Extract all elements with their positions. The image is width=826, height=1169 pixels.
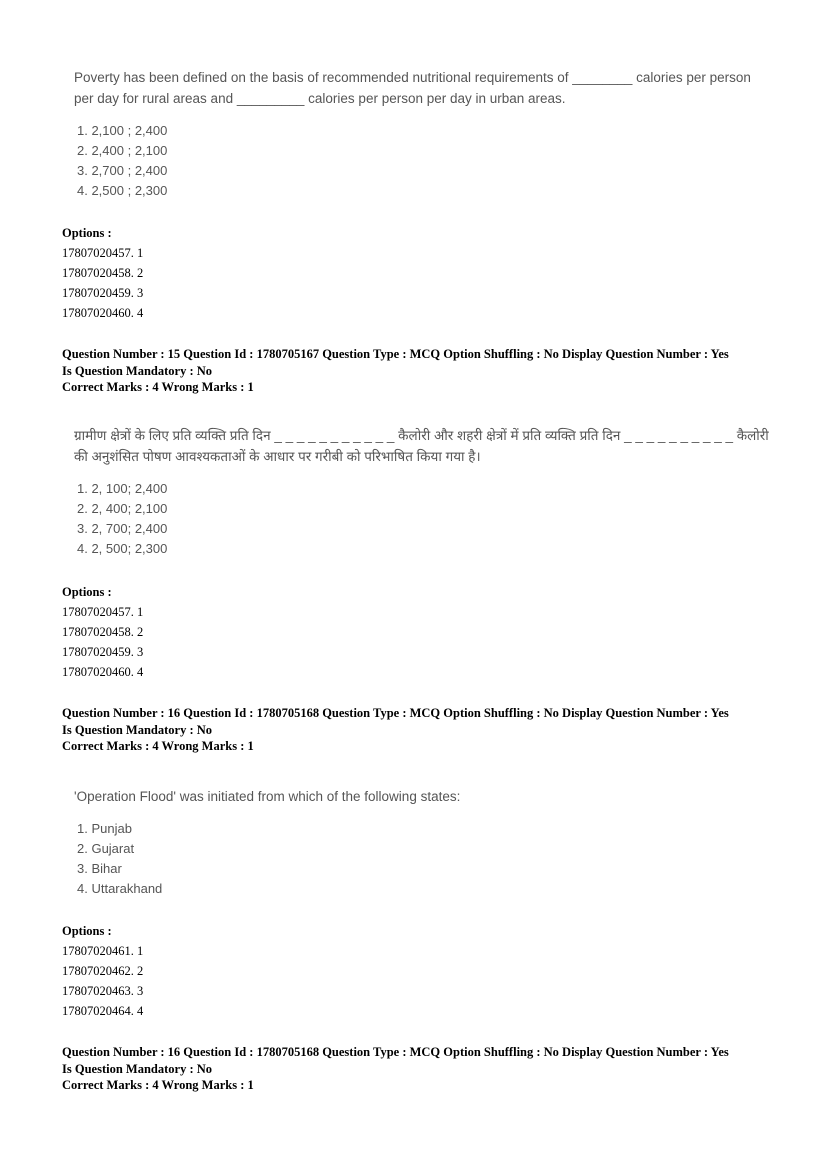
option-row: 17807020462. 2: [62, 964, 144, 978]
choice-item: 1. 2,100 ; 2,400: [77, 123, 168, 138]
choice-item: 2. Gujarat: [77, 841, 135, 856]
choice-item: 4. 2, 500; 2,300: [77, 541, 168, 556]
question-text: ग्रामीण क्षेत्रों के लिए प्रति व्यक्ति प्रति दिन _ _ _ _ _ _ _ _ _ _ _ कैलोरी और शहरी क्षेत्रों में प्रति व्यक्ति प्रति दिन _ _ _ _ _ _ _ _ _ _ कैलोरी की अनुशंसित पोषण आवश्यकताओं के आधार पर गरीबी को परिभाषित किया गया है।: [74, 428, 769, 464]
meta-line: Question Number : 15 Question Id : 1780705167 Question Type : MCQ Option Shuffling : No Display Question Number : Yes: [62, 347, 729, 361]
question-16-image: [74, 786, 774, 899]
question-text: Poverty has been defined on the basis of recommended nutritional requirements of ________ calories per person per day for rural areas and _________ calories per person per day in urban areas.: [74, 70, 751, 106]
choice-item: 3. 2, 700; 2,400: [77, 521, 168, 536]
choice-item: 3. 2,700 ; 2,400: [77, 163, 168, 178]
option-row: 17807020458. 2: [62, 266, 144, 280]
options-label: Options :: [62, 585, 112, 599]
question-16-meta: [62, 705, 782, 755]
options-block-14: [62, 223, 143, 323]
choice-item: 4. 2,500 ; 2,300: [77, 183, 168, 198]
option-row: 17807020460. 4: [62, 306, 144, 320]
options-block-16: [62, 921, 143, 1021]
meta-line: Is Question Mandatory : No: [62, 363, 213, 378]
option-row: 17807020459. 3: [62, 286, 144, 300]
option-row: 17807020458. 2: [62, 625, 144, 639]
question-15-image: [74, 425, 774, 559]
question-text: 'Operation Flood' was initiated from which of the following states:: [74, 789, 461, 804]
choice-item: 1. 2, 100; 2,400: [77, 481, 168, 496]
options-label: Options :: [62, 924, 112, 938]
meta-line: Is Question Mandatory : No: [62, 1061, 213, 1076]
meta-line: Question Number : 16 Question Id : 1780705168 Question Type : MCQ Option Shuffling : No Display Question Number : Yes: [62, 1045, 729, 1059]
meta-line: Correct Marks : 4 Wrong Marks : 1: [62, 380, 254, 394]
option-row: 17807020459. 3: [62, 645, 144, 659]
option-row: 17807020464. 4: [62, 1004, 144, 1018]
choice-list: [74, 479, 774, 559]
option-row: 17807020457. 1: [62, 605, 144, 619]
choice-item: 1. Punjab: [77, 821, 132, 836]
meta-line: Question Number : 16 Question Id : 1780705168 Question Type : MCQ Option Shuffling : No Display Question Number : Yes: [62, 706, 729, 720]
question-14-image: [74, 67, 774, 201]
meta-line: Correct Marks : 4 Wrong Marks : 1: [62, 739, 254, 753]
meta-line: Is Question Mandatory : No: [62, 722, 213, 737]
choice-item: 2. 2,400 ; 2,100: [77, 143, 168, 158]
choice-item: 2. 2, 400; 2,100: [77, 501, 168, 516]
option-row: 17807020461. 1: [62, 944, 144, 958]
options-block-15: [62, 582, 143, 682]
choice-item: 3. Bihar: [77, 861, 122, 876]
option-row: 17807020463. 3: [62, 984, 144, 998]
choice-list: [74, 121, 774, 201]
question-16-meta-repeat: [62, 1044, 782, 1094]
option-row: 17807020457. 1: [62, 246, 144, 260]
choice-list: [74, 819, 774, 899]
option-row: 17807020460. 4: [62, 665, 144, 679]
question-15-meta: [62, 346, 782, 396]
choice-item: 4. Uttarakhand: [77, 881, 163, 896]
options-label: Options :: [62, 226, 112, 240]
meta-line: Correct Marks : 4 Wrong Marks : 1: [62, 1078, 254, 1092]
